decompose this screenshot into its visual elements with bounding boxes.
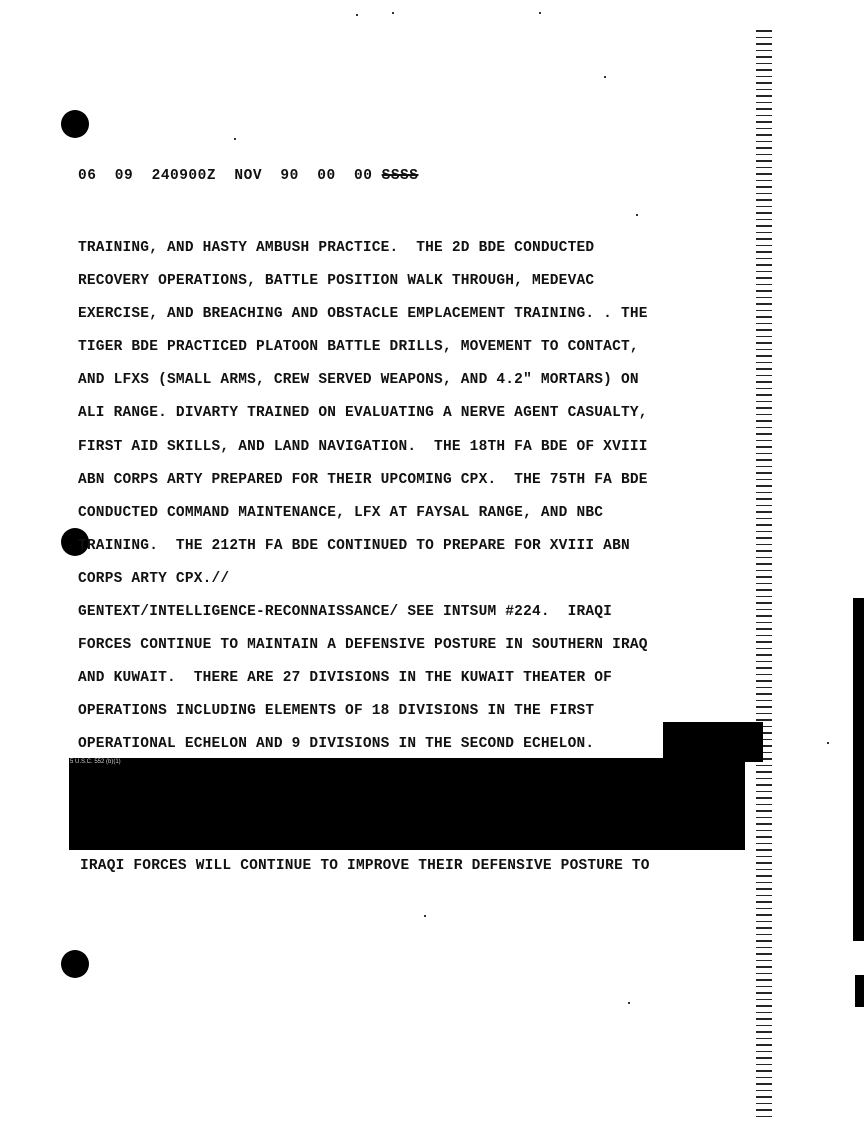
text-line: OPERATIONAL ECHELON AND 9 DIVISIONS IN THE SECOND ECHELON. [78,736,595,753]
punch-hole [61,950,89,978]
redaction-block [663,722,763,762]
text-line: FIRST AID SKILLS, AND LAND NAVIGATION. THE 18TH FA BDE OF XVIII [78,438,648,455]
punch-hole [61,110,89,138]
text-line: IRAQI FORCES WILL CONTINUE TO IMPROVE THEIR DEFENSIVE POSTURE TO [80,858,650,874]
redaction-exemption-code: 5 U.S.C. 552 (b)(1) [70,759,121,765]
text-line: RECOVERY OPERATIONS, BATTLE POSITION WALK THROUGH, MEDEVAC [78,273,595,290]
message-header [78,168,418,184]
text-line: TRAINING. THE 212TH FA BDE CONTINUED TO PREPARE FOR XVIII ABN [78,537,630,554]
redaction-block [69,758,745,850]
text-line: GENTEXT/INTELLIGENCE-RECONNAISSANCE/ SEE INTSUM #224. IRAQI [78,604,613,621]
scan-speck [628,1002,630,1004]
text-line: AND LFXS (SMALL ARMS, CREW SERVED WEAPONS, AND 4.2" MORTARS) ON [78,372,639,389]
text-line: FORCES CONTINUE TO MAINTAIN A DEFENSIVE POSTURE IN SOUTHERN IRAQ [78,637,648,654]
text-line: AND KUWAIT. THERE ARE 27 DIVISIONS IN THE KUWAIT THEATER OF [78,670,613,687]
scan-speck [636,214,638,216]
text-line: ABN CORPS ARTY PREPARED FOR THEIR UPCOMING CPX. THE 75TH FA BDE [78,471,648,488]
text-line: OPERATIONS INCLUDING ELEMENTS OF 18 DIVISIONS IN THE FIRST [78,703,595,720]
text-line: TRAINING, AND HASTY AMBUSH PRACTICE. THE 2D BDE CONDUCTED [78,240,595,256]
scan-speck [234,138,236,140]
text-line: TIGER BDE PRACTICED PLATOON BATTLE DRILLS, MOVEMENT TO CONTACT, [78,339,639,356]
text-line: CONDUCTED COMMAND MAINTENANCE, LFX AT FAYSAL RANGE, AND NBC [78,504,604,521]
scan-speck [356,14,358,16]
scan-edge-bar [855,975,864,1007]
scan-speck [539,12,541,14]
scan-speck [604,76,606,78]
text-line: ALI RANGE. DIVARTY TRAINED ON EVALUATING A NERVE AGENT CASUALTY, [78,405,648,422]
text-line: EXERCISE, AND BREACHING AND OBSTACLE EMPLACEMENT TRAINING. . THE [78,306,648,323]
scan-edge-bar [853,598,864,941]
scan-speck [827,742,829,744]
header-fields: 06 09 240900Z NOV 90 00 00 [78,168,382,184]
scan-speck [392,12,394,14]
scan-edge-artifact [756,30,772,1120]
header-struck-classification: SSSS [381,168,419,184]
scan-speck [424,915,426,917]
message-body [78,232,758,762]
text-line: CORPS ARTY CPX.// [78,570,230,587]
